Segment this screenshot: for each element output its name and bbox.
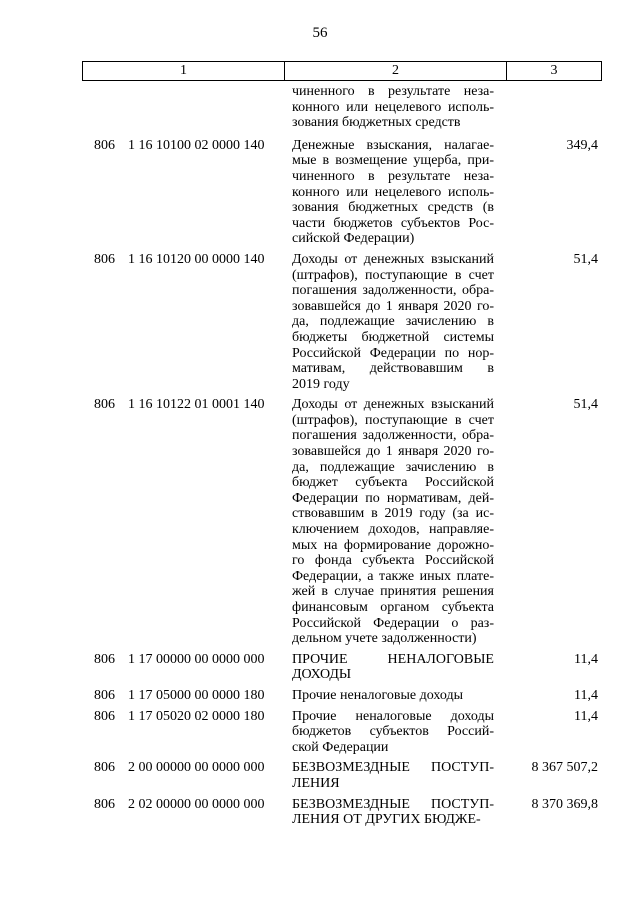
row-name-cell: [284, 138, 506, 247]
name-line: чиненного в результате неза-: [292, 84, 494, 99]
name-line: конного или нецелевого исполь-: [292, 99, 494, 115]
admin-code: 806: [94, 687, 115, 703]
table-row: [82, 397, 602, 647]
name-line: погашения задолженности, обра-: [292, 283, 494, 299]
budget-classification-code: 2 00 00000 00 0000 000: [128, 760, 265, 776]
admin-code: 806: [94, 796, 115, 812]
row-amount: 8 367 507,2: [531, 760, 598, 776]
name-line: Российской Федерации о раз-: [292, 615, 494, 631]
row-name-cell: [284, 397, 506, 647]
row-amount: 11,4: [574, 708, 598, 724]
admin-code: 806: [94, 251, 115, 267]
name-line: зования бюджетных средств: [292, 115, 461, 131]
row-name-cell: [284, 797, 506, 828]
name-line: зования бюджетных средств (в: [292, 200, 494, 216]
name-line: го фонда субъекта Российской: [292, 553, 494, 569]
budget-classification-code: 1 17 05020 02 0000 180: [128, 708, 265, 724]
row-code-cell: [82, 84, 284, 131]
row-name-cell: [284, 688, 506, 704]
name-line: Доходы от денежных взысканий: [292, 251, 494, 267]
row-amount: 51,4: [573, 251, 598, 267]
header-col-2: 2: [285, 62, 507, 80]
table-row: [82, 760, 602, 791]
budget-table: [82, 84, 602, 828]
name-line: мых на формирование дорожно-: [292, 537, 494, 553]
name-line: ствовавшим в 2019 году (за ис-: [292, 506, 494, 522]
header-col-3: 3: [550, 63, 558, 78]
name-line: конного или нецелевого исполь-: [292, 184, 494, 200]
row-code-cell: [82, 688, 284, 704]
name-line: погашения задолженности, обра-: [292, 428, 494, 444]
name-line: зовавшейся до 1 января 2020 го-: [292, 444, 494, 460]
row-name-cell: [284, 84, 506, 131]
budget-classification-code: 1 16 10122 01 0001 140: [128, 397, 265, 413]
name-line: ключением доходов, направляе-: [292, 522, 494, 538]
name-line: ЛЕНИЯ ОТ ДРУГИХ БЮДЖЕ-: [292, 812, 481, 828]
name-line: ской Федерации: [292, 739, 389, 755]
row-amount: 349,4: [566, 137, 598, 153]
row-amount: 11,4: [574, 687, 598, 703]
page-number: 56: [312, 25, 328, 41]
table-row: [82, 252, 602, 392]
row-code-cell: [82, 709, 284, 756]
name-line: бюджетов субъектов Россий-: [292, 724, 494, 740]
name-line: БЕЗВОЗМЕЗДНЫЕ ПОСТУП-: [292, 760, 494, 776]
name-line: да, подлежащие зачислению в: [292, 314, 494, 330]
budget-classification-code: 1 17 05000 00 0000 180: [128, 687, 265, 703]
admin-code: 806: [94, 708, 115, 724]
name-line: Денежные взыскания, налагае-: [292, 137, 494, 153]
row-amount: 8 370 369,8: [531, 796, 598, 812]
name-line: да, подлежащие зачислению в: [292, 459, 494, 475]
name-line: бюджет субъекта Российской: [292, 475, 494, 491]
name-line: бюджеты бюджетной системы: [292, 329, 494, 345]
row-code-cell: [82, 760, 284, 791]
name-line: дельном учете задолженности): [292, 631, 477, 647]
name-line: (штрафов), поступающие в счет: [292, 267, 494, 283]
name-line: Прочие неналоговые доходы: [292, 687, 464, 703]
budget-classification-code: 2 02 00000 00 0000 000: [128, 796, 265, 812]
name-line: Прочие неналоговые доходы: [292, 708, 494, 724]
row-code-cell: [82, 397, 284, 647]
name-line: (штрафов), поступающие в счет: [292, 412, 494, 428]
name-line: чиненного в результате неза-: [292, 168, 494, 184]
table-row: [82, 652, 602, 683]
table-row: [82, 797, 602, 828]
row-amount: 11,4: [574, 651, 598, 667]
row-code-cell: [82, 138, 284, 247]
table-header: [82, 61, 602, 81]
admin-code: 806: [94, 760, 115, 776]
admin-code: 806: [94, 651, 115, 667]
name-line: БЕЗВОЗМЕЗДНЫЕ ПОСТУП-: [292, 796, 494, 812]
name-line: ПРОЧИЕ НЕНАЛОГОВЫЕ: [292, 651, 494, 667]
name-line: 2019 году: [292, 376, 350, 392]
admin-code: 806: [94, 397, 115, 413]
name-line: финансовым органом субъекта: [292, 600, 494, 615]
budget-classification-code: 1 16 10120 00 0000 140: [128, 251, 265, 267]
budget-classification-code: 1 17 00000 00 0000 000: [128, 651, 265, 667]
name-line: Федерации, а также иных плате-: [292, 568, 494, 584]
row-amount: 51,4: [573, 397, 598, 413]
row-code-cell: [82, 252, 284, 392]
name-line: сийской Федерации): [292, 231, 415, 247]
row-name-cell: [284, 760, 506, 791]
header-col-1: 1: [83, 62, 285, 80]
admin-code: 806: [94, 137, 115, 153]
name-line: мативам, действовавшим в: [292, 361, 494, 377]
budget-classification-code: 1 16 10100 02 0000 140: [128, 137, 265, 153]
row-code-cell: [82, 797, 284, 828]
name-line: ЛЕНИЯ: [292, 775, 340, 791]
row-name-cell: [284, 709, 506, 756]
name-line: Доходы от денежных взысканий: [292, 397, 494, 413]
name-line: ДОХОДЫ: [292, 667, 352, 683]
table-row: [82, 709, 602, 756]
name-line: Российской Федерации по нор-: [292, 345, 494, 361]
table-row: [82, 84, 602, 131]
name-line: жей в случае принятия решения: [292, 584, 494, 600]
row-amount: [506, 84, 602, 131]
name-line: зовавшейся до 1 января 2020 го-: [292, 298, 494, 314]
name-line: Федерации по нормативам, дей-: [292, 490, 494, 506]
row-code-cell: [82, 652, 284, 683]
name-line: части бюджетов субъектов Рос-: [292, 215, 494, 231]
row-name-cell: [284, 252, 506, 392]
table-row: [82, 688, 602, 704]
table-row: [82, 138, 602, 247]
row-name-cell: [284, 652, 506, 683]
name-line: мые в возмещение ущерба, при-: [292, 153, 494, 169]
